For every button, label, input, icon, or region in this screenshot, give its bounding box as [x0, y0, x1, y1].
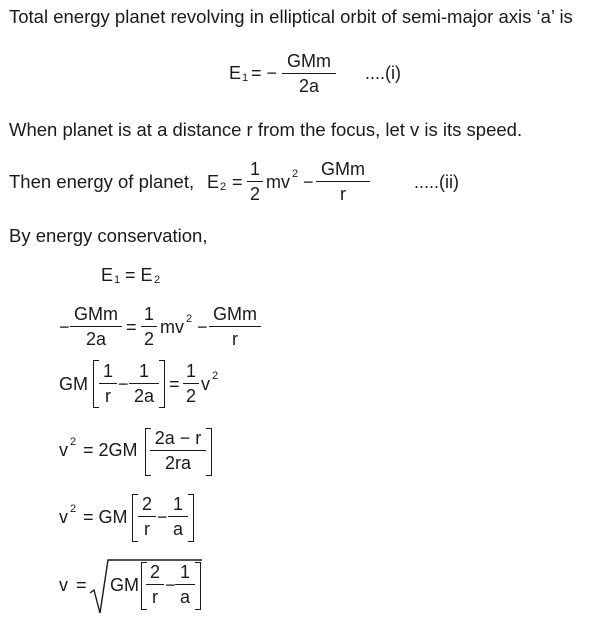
eq5-eq: = — [169, 374, 180, 394]
eq3-e1: E — [101, 265, 114, 285]
eq2-half-den: 2 — [249, 184, 260, 204]
eq6-bar — [150, 450, 206, 451]
eq5-a-num: 1 — [102, 361, 113, 381]
eq8-b-num: 1 — [179, 562, 190, 582]
eq6-fraction — [150, 428, 206, 473]
eq5-a-den: r — [105, 386, 111, 406]
conservation-text: By energy conservation, — [9, 225, 208, 246]
eq5-half — [183, 361, 199, 406]
eq5-frac-a — [99, 361, 117, 406]
eq8-frac-b — [175, 562, 195, 607]
eq3-s1: 1 — [114, 274, 121, 286]
eq8-v: v — [59, 575, 68, 595]
eq8-b-bar — [175, 584, 195, 585]
eq7-frac-a — [138, 494, 156, 539]
eq7-b-den: a — [172, 519, 183, 539]
eq4-half-num: 1 — [143, 304, 154, 324]
eq4-half-den: 2 — [143, 329, 154, 349]
eq5-v: v — [201, 374, 210, 394]
eq2-fraction — [316, 159, 370, 204]
eq4-den: 2a — [85, 329, 107, 349]
eq1-eq: = − — [251, 63, 278, 83]
eq4-num2: GMm — [213, 304, 257, 324]
eq4-minus2: − — [197, 317, 208, 337]
eq7-b-bar — [168, 516, 188, 517]
eq1-lhs: E — [229, 63, 242, 83]
eq5-frac-b — [129, 361, 159, 406]
eq7-right-bracket — [188, 494, 194, 542]
eq5-h-den: 2 — [185, 386, 196, 406]
eq2-sq: 2 — [292, 168, 299, 180]
eq2-tag: .....(ii) — [414, 172, 459, 192]
eq2-half — [247, 159, 263, 204]
eq4-num: GMm — [74, 304, 118, 324]
eq8-eq: = — [76, 575, 87, 595]
distance-text: When planet is at a distance r from the focus, let v is its speed. — [9, 119, 523, 140]
eq1-num: GMm — [287, 51, 331, 71]
eq4-minus: − — [59, 317, 70, 337]
eq7-sq: 2 — [70, 503, 77, 515]
eq5-b-bar — [129, 383, 159, 384]
eq1-fraction — [282, 51, 336, 96]
eq6-den: 2ra — [164, 453, 191, 473]
eq3-eq: = E — [125, 265, 153, 285]
eq5-right-bracket — [159, 360, 165, 408]
eq1-den: 2a — [298, 76, 320, 96]
eq6-v: v — [59, 440, 68, 460]
eq2-eq: = — [232, 172, 243, 192]
eq8-a-bar — [146, 584, 164, 585]
eq2-den: r — [340, 184, 346, 204]
eq5-b-den: 2a — [133, 386, 155, 406]
eq3-s2: 2 — [154, 274, 161, 286]
eq2-mv: mv — [266, 172, 290, 192]
eq7-a-den: r — [144, 519, 150, 539]
eq6-num: 2a − r — [154, 428, 202, 448]
eq2-sub: 2 — [220, 181, 227, 193]
eq5-gm: GM — [59, 374, 88, 394]
eq1-sub: 1 — [242, 72, 249, 84]
eq6-sq: 2 — [70, 436, 77, 448]
eq6-right-bracket — [206, 428, 212, 476]
eq8-right-bracket — [195, 562, 201, 610]
eq4-bar2 — [209, 326, 261, 327]
eq4-eq: = — [126, 317, 137, 337]
eq2-half-num: 1 — [249, 159, 260, 179]
eq7-frac-b — [168, 494, 188, 539]
eq8-b-den: a — [179, 587, 190, 607]
eq2-lhs: E — [207, 172, 220, 192]
eq2-half-bar — [247, 181, 263, 182]
eq7-b-num: 1 — [172, 494, 183, 514]
eq4-frac-b — [209, 304, 261, 349]
eq5-minus: − — [118, 374, 129, 394]
eq6-rhs: = 2GM — [83, 440, 138, 460]
eq5-h-num: 1 — [185, 361, 196, 381]
eq1-tag: ....(i) — [365, 63, 401, 83]
eq7-v: v — [59, 507, 68, 527]
intro-text: Total energy planet revolving in elliptical orbit of semi-major axis ‘a’ is — [9, 6, 573, 27]
eq4-half — [141, 304, 157, 349]
eq8-a-num: 2 — [149, 562, 160, 582]
eq5-h-bar — [183, 383, 199, 384]
eq5-sq: 2 — [212, 370, 219, 382]
eq5-b-num: 1 — [138, 361, 149, 381]
then-text: Then energy of planet, — [9, 171, 195, 192]
eq4-frac-a — [70, 304, 122, 349]
eq7-minus: − — [157, 507, 168, 527]
eq5-a-bar — [99, 383, 117, 384]
eq8-gm: GM — [110, 575, 139, 595]
eq7-a-num: 2 — [141, 494, 152, 514]
eq7-rhs: = GM — [83, 507, 128, 527]
eq7-a-bar — [138, 516, 156, 517]
eq4-half-bar — [141, 326, 157, 327]
eq2-minus: − — [303, 172, 314, 192]
eq4-sq: 2 — [186, 313, 193, 325]
eq8-frac-a — [146, 562, 164, 607]
eq4-mv: mv — [160, 317, 184, 337]
eq8-minus: − — [165, 575, 176, 595]
eq1-bar — [282, 73, 336, 74]
eq4-bar — [70, 326, 122, 327]
eq4-den2: r — [232, 329, 238, 349]
eq2-num: GMm — [321, 159, 365, 179]
eq2-bar — [316, 181, 370, 182]
eq8-a-den: r — [152, 587, 158, 607]
